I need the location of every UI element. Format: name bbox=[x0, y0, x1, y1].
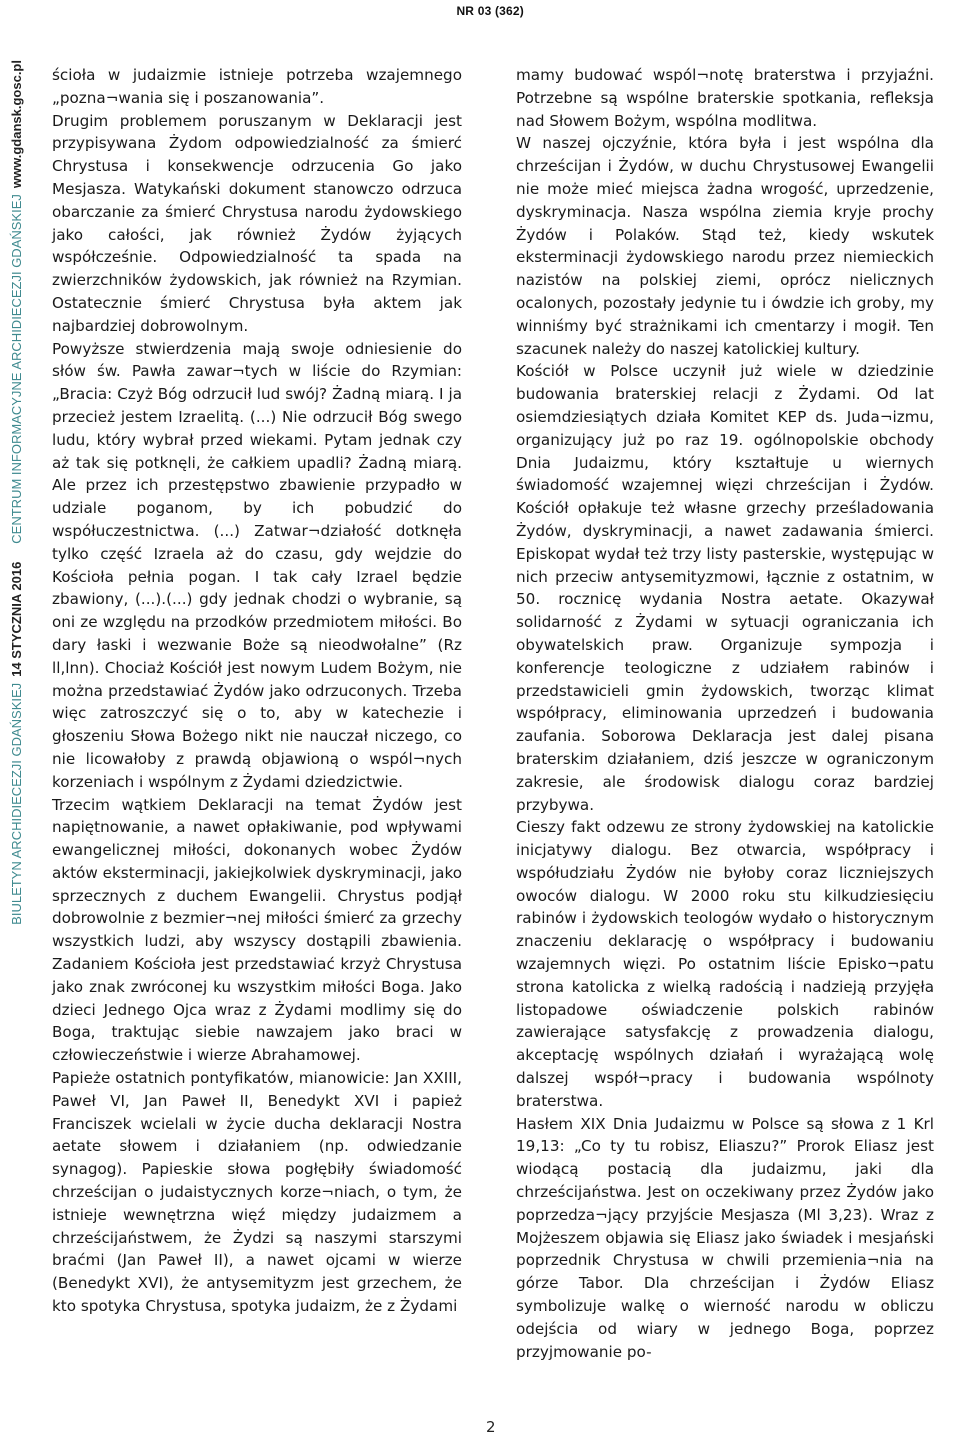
paragraph: Drugim problemem poruszanym w Deklaracji jest przypisywana Żydom odpowiedzialność za śmierć Chrystusa i konsekwencje odrzucenia Go jako Mesjasza. Watykański dokument stanowczo odrzuca obarczanie za śmierć Chrystusa narodu żydowskiego jako całości, jak również Żydów żyjących współcześnie. Odpowiedzialność ta spada na zwierzchników żydowskich, jak również na Rzymian. Ostatecznie śmierć Chrystusa była aktem jak najbardziej dobrowolnym. bbox=[52, 111, 462, 335]
sidebar-text bbox=[6, 60, 28, 1360]
paragraph: Papieże ostatnich pontyfikatów, mianowicie: Jan XXIII, Paweł VI, Jan Paweł II, Benedykt XVI i papież Franciszek wcielali w życie ducha deklaracji Nostra aetate słowem i działaniem (np. odwiedzanie synagog). Papieskie słowa pogłębiły świadomość chrześcijan o judaistycznych korze¬niach, o tym, że istnieje wewnętrzna więź między judaizmem a chrześcijaństwem, że Żydzi są naszymi starszymi braćmi (Jan Paweł II), a nawet ojcami w wierze (Benedykt XVI), że antysemityzm jest grzechem, że kto spotyka Chrystusa, spotyka judaizm, że z Żydami bbox=[52, 1069, 462, 1316]
sidebar-website[interactable]: www.gdansk.gosc.pl bbox=[9, 60, 24, 189]
sidebar-date: 14 STYCZNIA 2016 bbox=[9, 561, 24, 677]
sidebar-centre: CENTRUM INFORMACYJNE ARCHIDIECEZJI GDAŃSKIEJ bbox=[9, 194, 24, 544]
paragraph: Cieszy fakt odzewu ze strony żydowskiej na katolickie inicjatywy dialogu. Bez otwarcia, współpracy i współudziału Żydów nie byłoby coraz liczniejszych owoców dialogu. W 2000 roku stu kilkudziesięciu rabinów i żydowskich teologów wydało o historycznym znaczeniu deklarację o współpracy i budowaniu wzajemnych więzi. Po ostatnim liście Episko¬patu strona katolicka z wielką radością i nadzieją przyjęła listopadowe oświadczenie polskich rabinów zawierające satysfakcję z prowadzenia dialogu, akceptację wspólnych działań i wyrażającą wolę dalszej współ¬pracy i budowania wspólnoty braterstwa. bbox=[516, 818, 934, 1110]
paragraph: Hasłem XIX Dnia Judaizmu w Polsce są słowa z 1 Krl 19,13: „Co ty tu robisz, Eliaszu?” Prorok Eliasz jest wiodącą postacią dla judaizmu, jaki dla chrześcijaństwa. Jest on oczekiwany przez Żydów jako poprzedza¬jący przyjście Mesjasza (Ml 3,23). Wraz z Mojżeszem objawia się Eliasz jako świadek i mesjański poprzednik Chrystusa w chwili przemienia¬nia na górze Tabor. Dla chrześcijan i Żydów Eliasz symbolizuje walkę o wierność narodu w obliczu odejścia od wiary w jednego Boga, poprzez przyjmowanie po- bbox=[516, 1114, 934, 1361]
paragraph: W naszej ojczyźnie, która była i jest wspólna dla chrześcijan i Żydów, w duchu Chrystusowej Ewangelii nie może mieć miejsca żadna wrogość, uprzedzenie, dyskryminacja. Nasza wspólna ziemia kryje prochy Żydów i Polaków. Stąd też, kiedy wskutek eksterminacji żydowskiego narodu przez niemieckich nazistów na polskiej ziemi, oprócz nielicznych ocalonych, pozostały jedynie tu i ówdzie ich groby, my winniśmy być strażnikami ich cmentarzy i mogił. Ten szacunek należy do naszej katolickiej kultury. bbox=[516, 134, 934, 358]
sidebar-strip bbox=[6, 60, 28, 1360]
issue-number: NR 03 (362) bbox=[456, 4, 524, 18]
paragraph: ścioła w judaizmie istnieje potrzeba wzajemnego „pozna¬wania się i poszanowania”. bbox=[52, 66, 462, 107]
left-column bbox=[52, 64, 462, 1318]
paragraph: Kościół w Polsce uczynił już wiele w dziedzinie budowania braterskiej relacji z Żydami. Od lat osiemdziesiątych działa Komitet KEP ds. Juda¬izmu, organizujący już po raz 19. ogólnopolskie obchody Dnia Judaizmu, który kształtuje u wiernych świadomość wzajemnej więzi chrześcijan i Żydów. Kościół opłakuje też własne grzechy prześladowania Żydów, dyskryminacji, a nawet zadawania śmierci. Episkopat wydał też trzy listy pasterskie, występując w nich przeciw antysemityzmowi, łącznie z ostatnim, w 50. rocznicę wydania Nostra aetate. Okazywał solidarność z Żydami w sytuacji ograniczania ich obywatelskich praw. Organizuje sympozja i konferencje teologiczne z udziałem rabinów i przedstawicieli gmin żydowskich, tworząc klimat współpracy, eliminowania uprzedzeń i budowania zaufania. Soborowa Deklaracja jest dalej pisana braterskim działaniem, dziś jeszcze w ograniczonym zakresie, ale środowisk dialogu coraz bardziej przybywa. bbox=[516, 362, 934, 814]
right-column bbox=[516, 64, 934, 1363]
page-number: 2 bbox=[486, 1418, 496, 1436]
paragraph: Powyższe stwierdzenia mają swoje odniesienie do słów św. Pawła zawar¬tych w liście do Rzymian: „Bracia: Czyż Bóg odrzucił lud swój? Żadną miarą. I ja przecież jestem Izraelitą. (...) Nie odrzucił Bóg swego ludu, który wybrał przed wiekami. Pytam jednak czy aż tak się potknęli, że całkiem upadli? Żadną miarą. Ale przez ich przestępstwo zbawienie przypadło w udziale poganom, by ich pobudzić do współuczestnictwa. (...) Zatwar¬działość dotknęła tylko część Izraela aż do czasu, gdy wejdzie do Kościoła pełnia pogan. I tak cały Izrael będzie zbawiony, (...).(...) gdy jednak chodzi o wybranie, są oni ze względu na przodków przedmiotem miłości. Bo dary łaski i wezwanie Boże są nieodwołalne” (Rz ll,lnn). Chociaż Kościół jest nowym Ludem Bożym, nie można przedstawiać Żydów jako odrzuconych. Trzeba więc zatroszczyć się o to, aby w katechezie i głoszeniu Słowa Bożego nikt nie nauczał niczego, co nie licowałoby z prawdą objawioną o wspól¬nych korzeniach i wspólnym z Żydami dziedzictwie. bbox=[52, 339, 462, 791]
paragraph: mamy budować wspól¬notę braterstwa i przyjaźni. Potrzebne są wspólne braterskie spotkania, refleksja nad Słowem Bożym, wspólna modlitwa. bbox=[516, 66, 934, 130]
sidebar-publication: BIULETYN ARCHIDIECEZJI GDAŃSKIEJ bbox=[9, 682, 24, 925]
paragraph: Trzecim wątkiem Deklaracji na temat Żydów jest napiętnowanie, a nawet opłakiwanie, pod wpływami ewangelicznej miłości, dokonanych wobec Żydów aktów eksterminacji, jakiejkolwiek dyskryminacji, jako sprzecznych z duchem Ewangelii. Chrystus podjął dobrowolnie z bezmier¬nej miłości śmierć za grzechy wszystkich ludzi, aby wszyscy dostąpili zbawienia. Zadaniem Kościoła jest przedstawiać krzyż Chrystusa jako znak zwróconej ku wszystkim miłości Boga. Jako dzieci Jednego Ojca wraz z Żydami modlimy się do Boga, traktując siebie nawzajem jako braci w człowieczeństwie i wierze Abrahamowej. bbox=[52, 795, 462, 1065]
